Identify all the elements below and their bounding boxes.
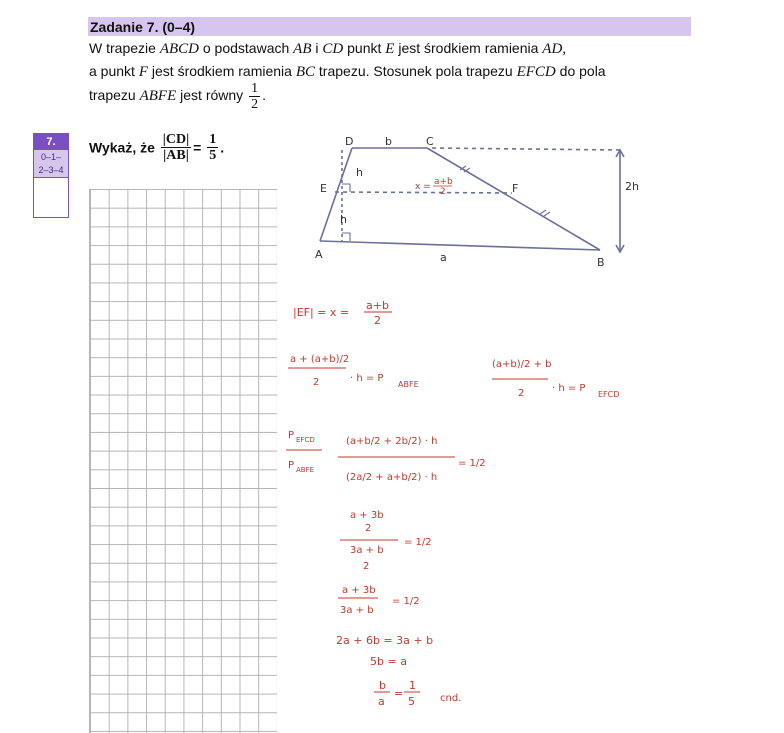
right-angle-mark-2 <box>342 233 350 241</box>
svg-text:a + 3b: a + 3b <box>350 510 384 521</box>
svg-text:= 1/2: = 1/2 <box>392 596 420 607</box>
svg-text:2: 2 <box>518 388 525 399</box>
task-title: Zadanie 7. (0–4) <box>90 19 196 35</box>
svg-text:2a + 6b = 3a + b: 2a + 6b = 3a + b <box>336 634 434 647</box>
ratio-fraction: $\frac{1}{2}$ <box>251 81 259 112</box>
svg-text:cnd.: cnd. <box>440 693 462 704</box>
prove-lhs-fraction: $\frac{|CD|}{|AB|}$ <box>162 132 190 163</box>
solution-line-5 <box>338 585 420 616</box>
prove-statement: Wykaż, że $\frac{|CD|}{|AB|}$ = $\frac{1}{5}$ . <box>89 132 225 163</box>
prove-rhs-fraction: $\frac{1}{5}$ <box>209 132 217 163</box>
svg-text:3a + b: 3a + b <box>340 605 374 616</box>
svg-text:EFCD: EFCD <box>598 390 620 399</box>
extension-top <box>432 148 620 150</box>
svg-text:ABFE: ABFE <box>398 380 419 389</box>
svg-text:P: P <box>288 430 295 441</box>
label-c: C <box>426 135 434 148</box>
label-d: D <box>345 135 354 148</box>
label-f: F <box>512 182 519 195</box>
svg-text:a+b: a+b <box>434 177 453 187</box>
svg-text:5: 5 <box>408 695 415 708</box>
base-ab <box>320 241 600 250</box>
svg-text:(a+b)/2 + b: (a+b)/2 + b <box>492 359 552 370</box>
trapezoid-drawing <box>320 148 624 252</box>
label-h-lower: h <box>340 213 347 226</box>
svg-text:P: P <box>288 460 295 471</box>
svg-text:x =: x = <box>415 182 431 192</box>
solution-line-4 <box>340 510 432 572</box>
svg-text:5b = a: 5b = a <box>370 655 407 668</box>
svg-text:(a+b/2 + 2b/2) · h: (a+b/2 + 2b/2) · h <box>346 436 438 447</box>
svg-text:· h = P: · h = P <box>552 383 586 394</box>
svg-text:= 1/2: = 1/2 <box>404 537 432 548</box>
solution-line-2-right <box>492 359 619 399</box>
svg-text:a + (a+b)/2: a + (a+b)/2 <box>290 354 350 365</box>
solution-line-1 <box>293 299 392 327</box>
task-statement-line-2: a punkt F jest środkiem ramienia BC trapezu. Stosunek pola trapezu EFCD do pola <box>89 63 606 80</box>
svg-text:a+b: a+b <box>366 299 389 312</box>
svg-text:2: 2 <box>374 314 381 327</box>
tick-cf <box>460 166 470 172</box>
svg-text:3a + b: 3a + b <box>350 545 384 556</box>
side-bc <box>427 148 600 250</box>
svg-text:a + 3b: a + 3b <box>342 585 376 596</box>
solution-line-2-left <box>288 354 419 389</box>
svg-text:ABFE: ABFE <box>296 466 315 474</box>
solution-line-7 <box>370 655 407 668</box>
midline-ef <box>335 192 512 193</box>
drawing-x-label <box>415 177 453 197</box>
label-2h: 2h <box>625 180 639 193</box>
task-statement-line-3: trapezu ABFE jest równy $\frac{1}{2}$ . <box>89 81 266 112</box>
points-scale: 0–1– 2–3–4 <box>34 150 68 178</box>
label-e: E <box>320 182 327 195</box>
right-angle-mark-1 <box>342 184 350 192</box>
svg-text:|EF| = x =: |EF| = x = <box>293 306 350 319</box>
label-a-bottom: a <box>440 251 447 264</box>
solution-line-8 <box>374 679 461 708</box>
svg-text:a: a <box>378 695 385 708</box>
svg-text:2: 2 <box>440 187 446 197</box>
solution-line-3 <box>286 430 486 483</box>
label-h-upper: h <box>356 166 363 179</box>
svg-text:2: 2 <box>365 523 372 534</box>
svg-text:2: 2 <box>313 377 320 388</box>
svg-text:= 1/2: = 1/2 <box>458 458 486 469</box>
task-number: 7. <box>34 134 68 150</box>
solution-line-6 <box>336 634 433 647</box>
svg-text:2: 2 <box>363 561 370 572</box>
task-statement-line-1: W trapezie ABCD o podstawach AB i CD punkt E jest środkiem ramienia AD, <box>89 40 567 57</box>
svg-text:b: b <box>379 679 386 692</box>
svg-text:(2a/2 + a+b/2) · h: (2a/2 + a+b/2) · h <box>346 472 438 483</box>
svg-text:=: = <box>394 687 404 700</box>
svg-text:· h = P: · h = P <box>350 373 384 384</box>
svg-text:1: 1 <box>409 679 416 692</box>
label-b-top: b <box>385 135 392 148</box>
label-b: B <box>597 256 605 269</box>
svg-text:EFCD: EFCD <box>296 436 315 444</box>
label-a: A <box>315 248 323 261</box>
